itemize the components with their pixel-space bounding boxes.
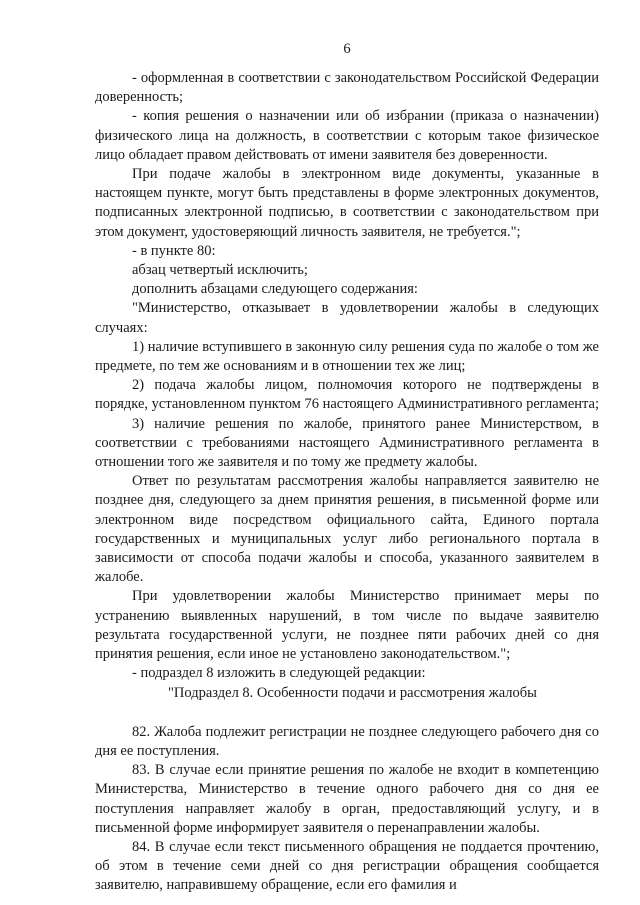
paragraph: При подаче жалобы в электронном виде документы, указанные в настоящем пункте, могут быть представлены в форме электронных документов, подписанных электронной подписью, в соответствии с законодательством при этом документ, удостоверяющий личность заявителя, не требуется."; (95, 166, 599, 240)
spacer (95, 703, 599, 723)
paragraph: 84. В случае если текст письменного обращения не поддается прочтению, об этом в течение семи дней со дня регистрации обращения сообщается заявителю, направившему обращение, если его фамилия и (95, 838, 599, 894)
paragraph: - подраздел 8 изложить в следующей редакции: (132, 665, 426, 682)
paragraph: 83. В случае если принятие решения по жалобе не входит в компетенцию Министерства, Министерство в течение одного рабочего дня со дня ее поступления направляет жалобу в орган, предоставляющий услугу, и в письменной форме информирует заявителя о перенаправлении жалобы. (95, 762, 599, 836)
paragraph: - в пункте 80: (132, 242, 216, 259)
list-item: 3) наличие решения по жалобе, принятого ранее Министерством, в соответствии с требованиями настоящего Административного регламента в отношении того же заявителя и по тому же предмету жалобы. (95, 415, 599, 471)
document-body (95, 69, 599, 896)
page-number: 6 (343, 41, 351, 57)
section-heading: "Подраздел 8. Особенности подачи и рассмотрения жалобы (168, 684, 537, 701)
paragraph: - копия решения о назначении или об избрании (приказа о назначении) физического лица на должность, в соответствии с которым такое физическое лицо обладает правом действовать от имени заявителя без доверенности. (95, 108, 599, 163)
paragraph: Ответ по результатам рассмотрения жалобы направляется заявителю не позднее дня, следующего за днем принятия решения, в письменной форме или электронном виде посредством официального сайта, Единого портала государственных и муниципальных услуг либо регионального портала в зависимости от способа подачи жалобы и способа, указанного заявителем в жалобе. (95, 473, 599, 586)
list-item: 2) подача жалобы лицом, полномочия которого не подтверждены в порядке, установленном пунктом 76 настоящего Административного регламента; (95, 377, 599, 413)
paragraph: 82. Жалоба подлежит регистрации не позднее следующего рабочего дня со дня ее поступления. (95, 723, 599, 759)
paragraph: абзац четвертый исключить; (132, 262, 308, 279)
list-item: 1) наличие вступившего в законную силу решения суда по жалобе о том же предмете, по тем же основаниям и в отношении тех же лиц; (95, 338, 599, 375)
paragraph: - оформленная в соответствии с законодательством Российской Федерации доверенность; (95, 70, 599, 106)
paragraph: дополнить абзацами следующего содержания: (132, 281, 418, 298)
paragraph: "Министерство, отказывает в удовлетворении жалобы в следующих случаях: (95, 300, 599, 336)
paragraph: При удовлетворении жалобы Министерство принимает меры по устранению выявленных нарушений, в том числе по выдаче заявителю результата государственной услуги, не позднее пяти рабочих дней со дня принятия решения, если иное не установлено законодательством."; (95, 588, 599, 663)
